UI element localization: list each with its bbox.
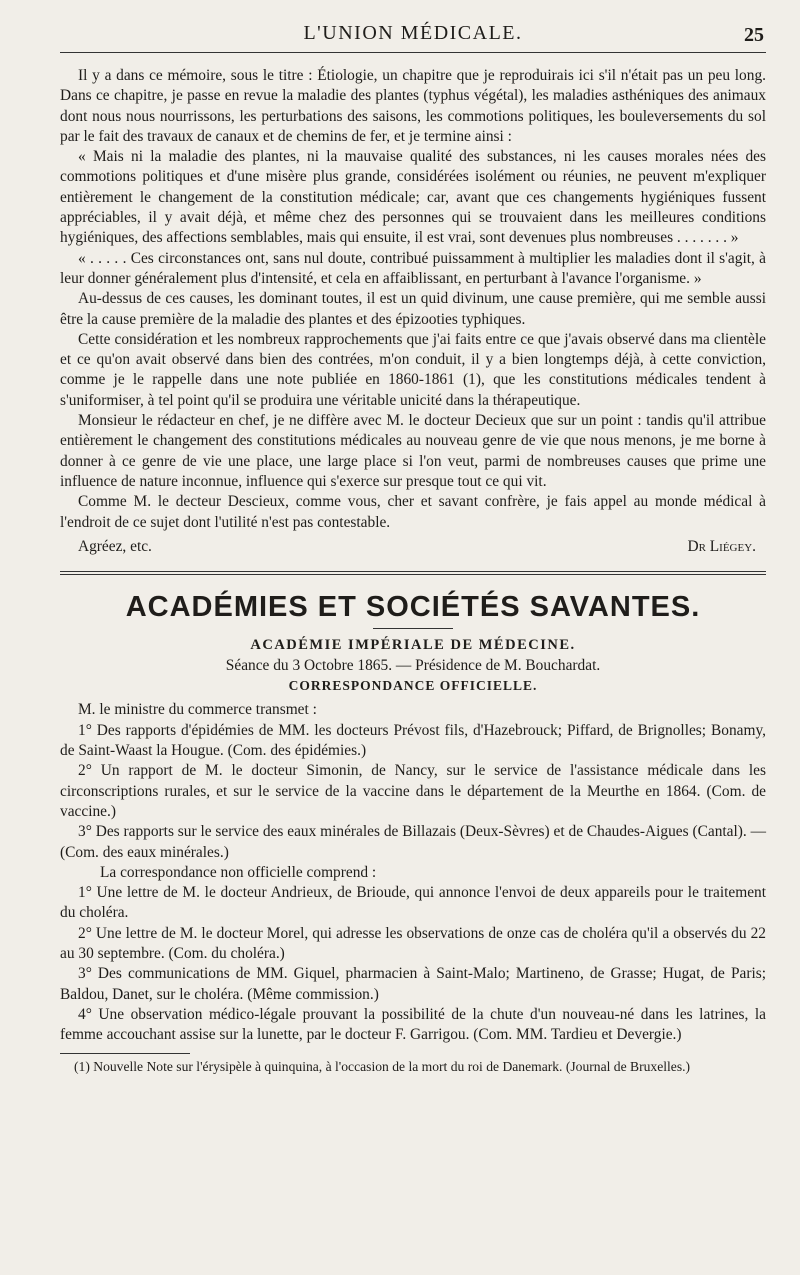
page-header [60,0,766,56]
unofficial-paragraph: 2° Une lettre de M. le docteur Morel, qui adresse les observations de onze cas de choléra qu'il a observés du 22 au 30 septembre. (Com. du choléra.) [60,924,766,962]
letter-paragraph: « . . . . . Ces circonstances ont, sans nul doute, contribué puissamment à multiplier les maladies dont il s'agit, à leur donner généralement plus d'intensité, et cela en affaiblissant, en perturbant à l'avance l'organisme. » [60,249,766,287]
correspondence-body [60,700,766,1045]
footnote: (1) Nouvelle Note sur l'érysipèle à quinquina, à l'occasion de la mort du roi de Danemark. (Journal de Bruxelles.) [74,1059,691,1075]
section-heading: ACADÉMIES ET SOCIÉTÉS SAVANTES. [125,591,701,624]
letter-paragraph: Comme M. le decteur Descieux, comme vous, cher et savant confrère, je fais appel au monde médical à l'endroit de ce sujet dont l'utilité n'est pas contestable. [60,493,766,531]
signature-line [60,537,766,557]
unofficial-intro: La correspondance non officielle comprend : [100,863,377,881]
letter-paragraph: Monsieur le rédacteur en chef, je ne diffère avec M. le docteur Decieux que sur un point : tandis qu'il attribue entièrement le changement des constitutions médicales au nouveau genre de vie que nous menons, je me borne à donner à ce genre de vie une place, une large place si l'on veut, parmi de nombreuses causes que prime une influence de nature inconnue, influence qui s'exerce sur presque tout ce qui vit. [60,412,766,490]
official-paragraph: 3° Des rapports sur le service des eaux minérales de Billazais (Deux-Sèvres) et de Chaudes-Aigues (Cantal). — (Com. des eaux minérales.) [60,823,766,861]
official-paragraph: 2° Un rapport de M. le docteur Simonin, de Nancy, sur le service de l'assistance médicale dans les circonscriptions rurales, et sur le service de la vaccine dans le département de la Meurthe en 1864. (Com. de vaccine.) [60,762,766,820]
letter-paragraph: Il y a dans ce mémoire, sous le titre : Étiologie, un chapitre que je reproduirais ici s'il n'était pas un peu long. Dans ce chapitre, je passe en revue la maladie des plantes (typhus végétal), les maladies asthéniques des animaux dont nous nous nourrissons, les perturbations des saisons, les commotions politiques, les bouleversements du sol par le fait des travaux de canaux et de chemins de fer, et je termine ainsi : [60,67,766,145]
correspondence-heading: CORRESPONDANCE OFFICIELLE. [288,678,538,694]
section-divider [60,571,766,575]
letter-paragraph: Cette considération et les nombreux rapprochements que j'ai faits entre ce que j'avais observé dans ma clientèle et ce qu'on avait observé dans bien des contrées, m'on conduit, il y a bien longtemps déjà, à cette conviction, comme je le rappelle dans une note publiée en 1860-1861 (1), que les constitutions médicales tendent à s'uniformiser, à tel point qu'il se produira une véritable unicité dans la thérapeutique. [60,330,766,409]
closing-text: Agréez, etc. [78,537,152,555]
unofficial-paragraph: 4° Une observation médico-légale prouvant la possibilité de la chute d'un nouveau-né dans les latrines, la femme accouchant assise sur la lunette, par le docteur F. Garrigou. (Com. MM. Tardieu et Devergie.) [60,1005,766,1044]
letter-paragraph: Au-dessus de ces causes, les dominant toutes, il est un quid divinum, une cause première, qui me semble aussi être la cause première de la maladie des plantes et des épizooties typhiques. [60,290,766,328]
unofficial-paragraph: 3° Des communications de MM. Giquel, pharmacien à Saint-Malo; Martineno, de Grasse; Hugat, de Paris; Baldou, Danet, sur le choléra. (Même commission.) [60,965,766,1003]
official-paragraph: M. le ministre du commerce transmet : [78,701,317,719]
running-title: L'UNION MÉDICALE. [303,22,523,44]
unofficial-paragraph: 1° Une lettre de M. le docteur Andrieux, de Brioude, qui annonce l'envoi de deux appareils pour le traitement du choléra. [60,884,766,922]
heading-rule [373,628,453,629]
signature: Dr Liégey. [687,537,756,555]
letter-body [60,66,766,557]
official-paragraph: 1° Des rapports d'épidémies de MM. les docteurs Prévost fils, d'Hazebrouck; Piffard, de Brignolles; Bonamy, de Saint-Waast la Hougue. (Com. des épidémies.) [60,721,766,760]
seance-line: Séance du 3 Octobre 1865. — Présidence de M. Bouchardat. [225,657,601,675]
academy-subheading: ACADÉMIE IMPÉRIALE DE MÉDECINE. [250,637,576,654]
header-rule [60,52,766,53]
letter-paragraph: « Mais ni la maladie des plantes, ni la mauvaise qualité des substances, ni les causes morales nées des commotions politiques et d'une misère plus grande, considérées isolément ou réunies, ne peuvent m'expliquer entièrement le changement de la constitution médicale; car, avant que ces changements hygiéniques fussent appréciables, il y avait déjà, et même chez des personnes qui se trouvaient dans les meilleures conditions hygiéniques, des affections semblables, mais qui ensuite, il est vrai, sont devenues plus nombreuses . . . . . . . » [60,148,766,247]
page-number: 25 [744,24,764,46]
footnote-rule [60,1053,190,1054]
